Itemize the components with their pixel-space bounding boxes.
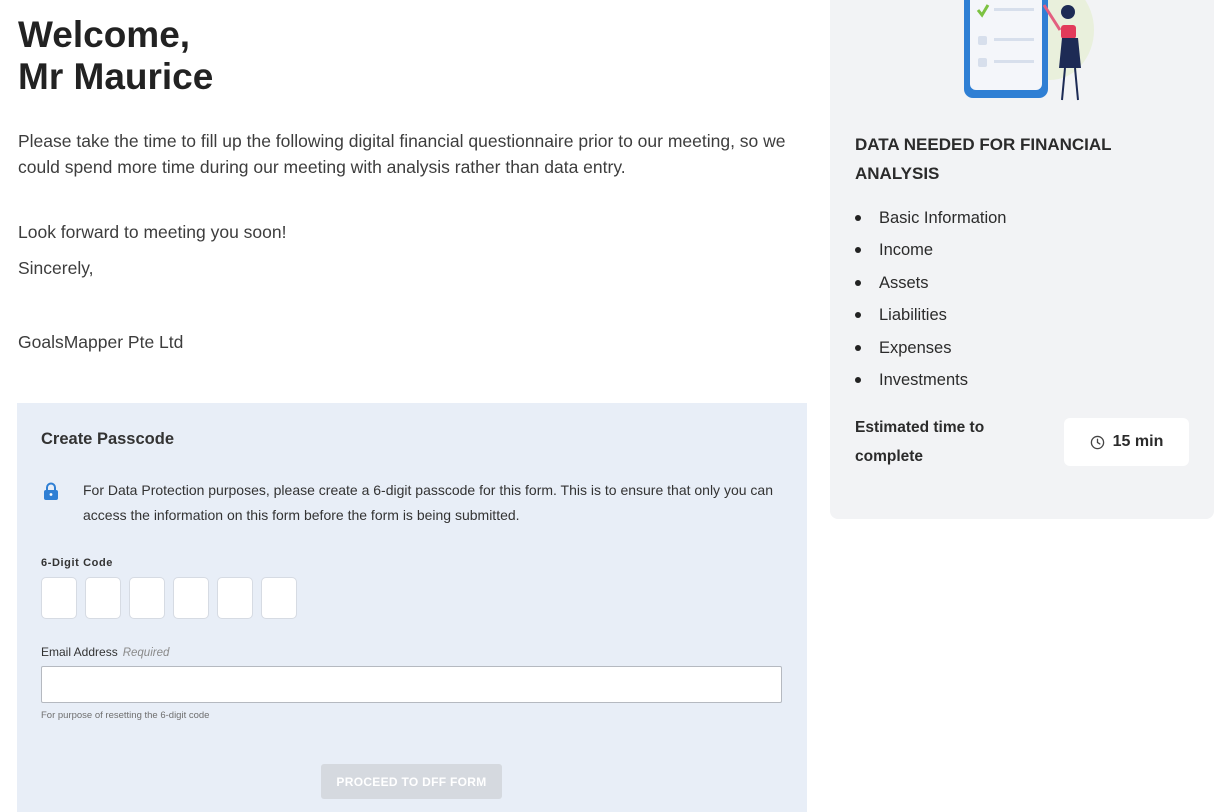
passcode-input-group xyxy=(41,577,297,619)
create-passcode-panel xyxy=(17,403,807,812)
lock-icon xyxy=(43,482,59,500)
clock-icon xyxy=(1090,435,1105,450)
greeting-line-1: Welcome, xyxy=(18,14,191,55)
passcode-digit-2[interactable] xyxy=(85,577,121,619)
estimated-time-badge xyxy=(1064,418,1189,466)
data-needed-card xyxy=(830,0,1214,519)
passcode-digit-6[interactable] xyxy=(261,577,297,619)
list-item: Liabilities xyxy=(855,299,1006,331)
estimated-time-value: 15 min xyxy=(1112,433,1164,450)
passcode-digit-3[interactable] xyxy=(129,577,165,619)
email-label-text: Email Address xyxy=(41,645,118,659)
email-hint: For purpose of resetting the 6-digit code xyxy=(41,710,210,721)
passcode-digit-4[interactable] xyxy=(173,577,209,619)
list-item: Assets xyxy=(855,267,1006,299)
signoff-text: Sincerely, xyxy=(18,258,94,278)
email-field[interactable] xyxy=(41,666,782,703)
checklist-illustration xyxy=(948,0,1098,105)
email-label xyxy=(41,645,169,659)
list-item: Income xyxy=(855,234,1006,266)
required-data-list xyxy=(855,202,1006,396)
proceed-to-dff-button[interactable]: PROCEED TO DFF FORM xyxy=(321,764,502,799)
passcode-digit-1[interactable] xyxy=(41,577,77,619)
closing-text: Look forward to meeting you soon! xyxy=(18,222,287,242)
page-title xyxy=(18,14,213,98)
data-protection-notice: For Data Protection purposes, please create a 6-digit passcode for this form. This is to ensure that only you can access the information on this form before the form is being submitted. xyxy=(83,482,773,523)
code-label: 6-Digit Code xyxy=(41,557,113,569)
list-item: Expenses xyxy=(855,332,1006,364)
list-item: Investments xyxy=(855,364,1006,396)
intro-paragraph: Please take the time to fill up the following digital financial questionnaire prior to our meeting, so we could spend more time during our meeting with analysis rather than data entry. xyxy=(18,131,786,177)
greeting-line-2: Mr Maurice xyxy=(18,56,214,97)
list-item: Basic Information xyxy=(855,202,1006,234)
panel-title: Create Passcode xyxy=(41,430,174,448)
estimated-time-label: Estimated time to complete xyxy=(855,419,985,465)
card-title: DATA NEEDED FOR FINANCIAL ANALYSIS xyxy=(855,135,1112,183)
passcode-digit-5[interactable] xyxy=(217,577,253,619)
email-required-tag: Required xyxy=(122,647,170,659)
company-name: GoalsMapper Pte Ltd xyxy=(18,332,184,352)
